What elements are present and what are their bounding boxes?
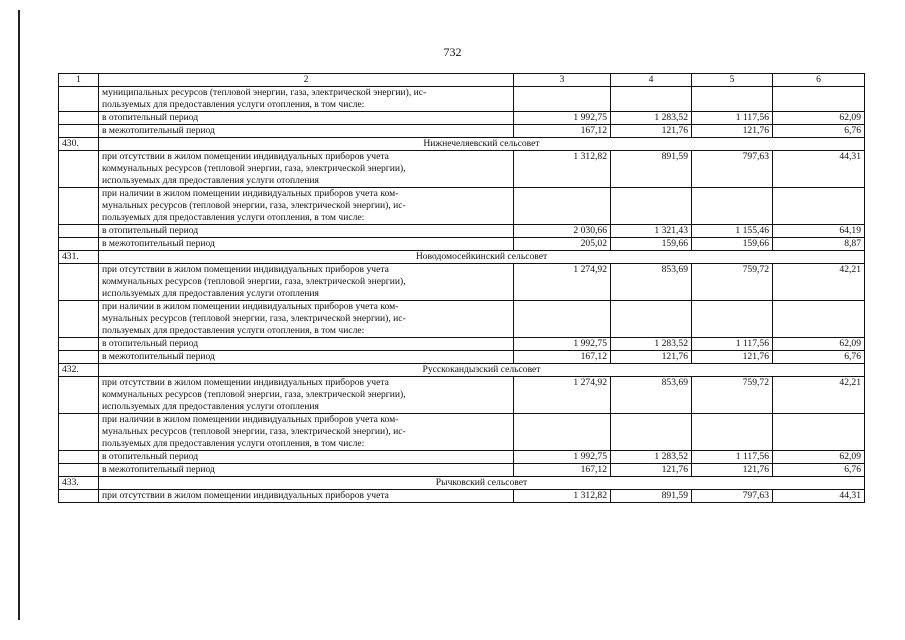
row-number-cell [59,414,99,451]
value-cell-col3: 167,12 [514,351,611,364]
value-cell-col6 [773,301,865,338]
description-cell [99,338,514,351]
value-cell-col4: 853,69 [611,377,692,414]
value-cell-col5: 159,66 [692,238,773,251]
value-cell-col4: 121,76 [611,464,692,477]
description-cell [99,490,514,503]
table-header-row [59,74,865,87]
value-cell-col6: 6,76 [773,351,865,364]
value-row [59,464,865,477]
value-cell-col4: 121,76 [611,351,692,364]
description-line: используемых для предоставления услуги отопления [102,288,319,299]
tariff-table [58,73,865,503]
value-cell-col6: 44,31 [773,151,865,188]
header-cell-col5: 5 [692,74,773,87]
value-cell-col5: 759,72 [692,264,773,301]
value-cell-col4: 853,69 [611,264,692,301]
value-row [59,338,865,351]
description-line: при наличии в жилом помещении индивидуальных приборов учета ком- [102,301,399,312]
value-cell-col4 [611,188,692,225]
row-number-cell [59,238,99,251]
value-cell-col6: 6,76 [773,125,865,138]
description-line: муниципальных ресурсов (тепловой энергии, газа, электрической энергии), ис- [102,87,427,98]
section-title: Рычковский сельсовет [99,477,865,490]
value-cell-col4: 891,59 [611,490,692,503]
value-cell-col5: 121,76 [692,125,773,138]
value-cell-col3 [514,301,611,338]
description-line: мунальных ресурсов (тепловой энергии, газа, электрической энергии), ис- [102,200,406,211]
value-cell-col5: 121,76 [692,351,773,364]
value-cell-col3: 205,02 [514,238,611,251]
header-cell-col2: 2 [99,74,514,87]
row-number-cell [59,451,99,464]
value-cell-col6: 64,19 [773,225,865,238]
value-cell-col3: 1 274,92 [514,377,611,414]
value-cell-col3: 1 312,82 [514,151,611,188]
description-cell [99,87,514,112]
value-cell-col3 [514,87,611,112]
value-cell-col6: 42,21 [773,377,865,414]
row-number-cell [59,87,99,112]
section-row [59,138,865,151]
description-line: коммунальных ресурсов (тепловой энергии, газа, электрической энергии), [102,276,406,287]
description-line: при отсутствии в жилом помещении индивидуальных приборов учета [102,490,389,501]
description-cell [99,414,514,451]
value-cell-col4 [611,87,692,112]
description-cell [99,464,514,477]
value-cell-col4: 159,66 [611,238,692,251]
description-line: при наличии в жилом помещении индивидуальных приборов учета ком- [102,414,399,425]
value-cell-col4: 1 283,52 [611,338,692,351]
description-cell [99,238,514,251]
section-title: Нижнечеляевский сельсовет [99,138,865,151]
section-number: 431. [59,251,99,264]
description-line: коммунальных ресурсов (тепловой энергии, газа, электрической энергии), [102,389,406,400]
header-cell-col1: 1 [59,74,99,87]
description-cell [99,301,514,338]
header-cell-col3: 3 [514,74,611,87]
section-row [59,251,865,264]
description-line: в отопительный период [102,451,199,462]
row-number-cell [59,125,99,138]
value-cell-col3 [514,414,611,451]
description-line: при отсутствии в жилом помещении индивидуальных приборов учета [102,151,389,162]
value-cell-col3: 167,12 [514,464,611,477]
description-line: в отопительный период [102,112,199,123]
description-cell [99,451,514,464]
value-cell-col3: 1 992,75 [514,112,611,125]
value-cell-col6: 44,31 [773,490,865,503]
section-number: 432. [59,364,99,377]
description-row [59,301,865,338]
value-cell-col6: 42,21 [773,264,865,301]
value-cell-col6: 62,09 [773,112,865,125]
row-number-cell [59,464,99,477]
value-cell-col5: 797,63 [692,490,773,503]
row-number-cell [59,188,99,225]
description-cell [99,151,514,188]
description-line: при отсутствии в жилом помещении индивидуальных приборов учета [102,377,389,388]
description-line: в межотопительный период [102,464,215,475]
value-cell-col4 [611,301,692,338]
page-number: 732 [443,45,462,59]
row-number-cell [59,338,99,351]
description-line: пользуемых для предоставления услуги отопления, в том числе: [102,99,365,110]
value-cell-col4: 1 321,43 [611,225,692,238]
row-number-cell [59,225,99,238]
description-line: при наличии в жилом помещении индивидуальных приборов учета ком- [102,188,399,199]
value-cell-col5: 1 117,56 [692,451,773,464]
description-line: коммунальных ресурсов (тепловой энергии, газа, электрической энергии), [102,163,406,174]
value-cell-col5 [692,188,773,225]
row-number-cell [59,377,99,414]
value-cell-col5: 797,63 [692,151,773,188]
row-number-cell [59,301,99,338]
value-cell-col4 [611,414,692,451]
value-row [59,351,865,364]
description-line: в отопительный период [102,338,199,349]
description-cell [99,112,514,125]
section-title: Русскокандызский сельсовет [99,364,865,377]
page-margin-line [18,10,20,620]
value-cell-col5: 121,76 [692,464,773,477]
section-row [59,477,865,490]
value-cell-col6: 62,09 [773,451,865,464]
row-number-cell [59,490,99,503]
description-line: пользуемых для предоставления услуги отопления, в том числе: [102,212,365,223]
value-cell-col6: 62,09 [773,338,865,351]
value-cell-col3: 167,12 [514,125,611,138]
value-cell-col3: 1 992,75 [514,451,611,464]
row-number-cell [59,351,99,364]
description-line: используемых для предоставления услуги отопления [102,401,319,412]
description-line: при отсутствии в жилом помещении индивидуальных приборов учета [102,264,389,275]
value-cell-col4: 891,59 [611,151,692,188]
value-cell-col5 [692,414,773,451]
description-cell [99,225,514,238]
value-cell-col3: 2 030,66 [514,225,611,238]
value-cell-col5: 759,72 [692,377,773,414]
description-row [59,87,865,112]
section-title: Новодомосейкинский сельсовет [99,251,865,264]
value-row [59,451,865,464]
description-row [59,490,865,503]
description-row [59,414,865,451]
description-line: в межотопительный период [102,351,215,362]
header-cell-col4: 4 [611,74,692,87]
value-cell-col5: 1 117,56 [692,338,773,351]
description-line: пользуемых для предоставления услуги отопления, в том числе: [102,325,365,336]
description-row [59,264,865,301]
description-cell [99,188,514,225]
value-cell-col4: 1 283,52 [611,451,692,464]
value-cell-col4: 121,76 [611,125,692,138]
value-cell-col5: 1 155,46 [692,225,773,238]
value-cell-col6 [773,414,865,451]
description-line: в межотопительный период [102,238,215,249]
value-cell-col5 [692,87,773,112]
value-row [59,112,865,125]
value-cell-col4: 1 283,52 [611,112,692,125]
description-row [59,377,865,414]
table-body [59,74,865,503]
value-cell-col6: 6,76 [773,464,865,477]
value-cell-col3: 1 312,82 [514,490,611,503]
description-cell [99,377,514,414]
description-line: пользуемых для предоставления услуги отопления, в том числе: [102,438,365,449]
description-cell [99,264,514,301]
section-row [59,364,865,377]
description-line: в отопительный период [102,225,199,236]
value-cell-col5: 1 117,56 [692,112,773,125]
description-line: в межотопительный период [102,125,215,136]
section-number: 433. [59,477,99,490]
value-cell-col3: 1 992,75 [514,338,611,351]
description-line: мунальных ресурсов (тепловой энергии, газа, электрической энергии), ис- [102,313,406,324]
value-row [59,225,865,238]
row-number-cell [59,112,99,125]
row-number-cell [59,151,99,188]
description-row [59,188,865,225]
value-row [59,238,865,251]
row-number-cell [59,264,99,301]
description-line: используемых для предоставления услуги отопления [102,175,319,186]
value-row [59,125,865,138]
section-number: 430. [59,138,99,151]
value-cell-col6 [773,188,865,225]
value-cell-col3 [514,188,611,225]
value-cell-col5 [692,301,773,338]
value-cell-col3: 1 274,92 [514,264,611,301]
description-row [59,151,865,188]
description-cell [99,125,514,138]
value-cell-col6 [773,87,865,112]
header-cell-col6: 6 [773,74,865,87]
description-cell [99,351,514,364]
description-line: мунальных ресурсов (тепловой энергии, газа, электрической энергии), ис- [102,426,406,437]
value-cell-col6: 8,87 [773,238,865,251]
